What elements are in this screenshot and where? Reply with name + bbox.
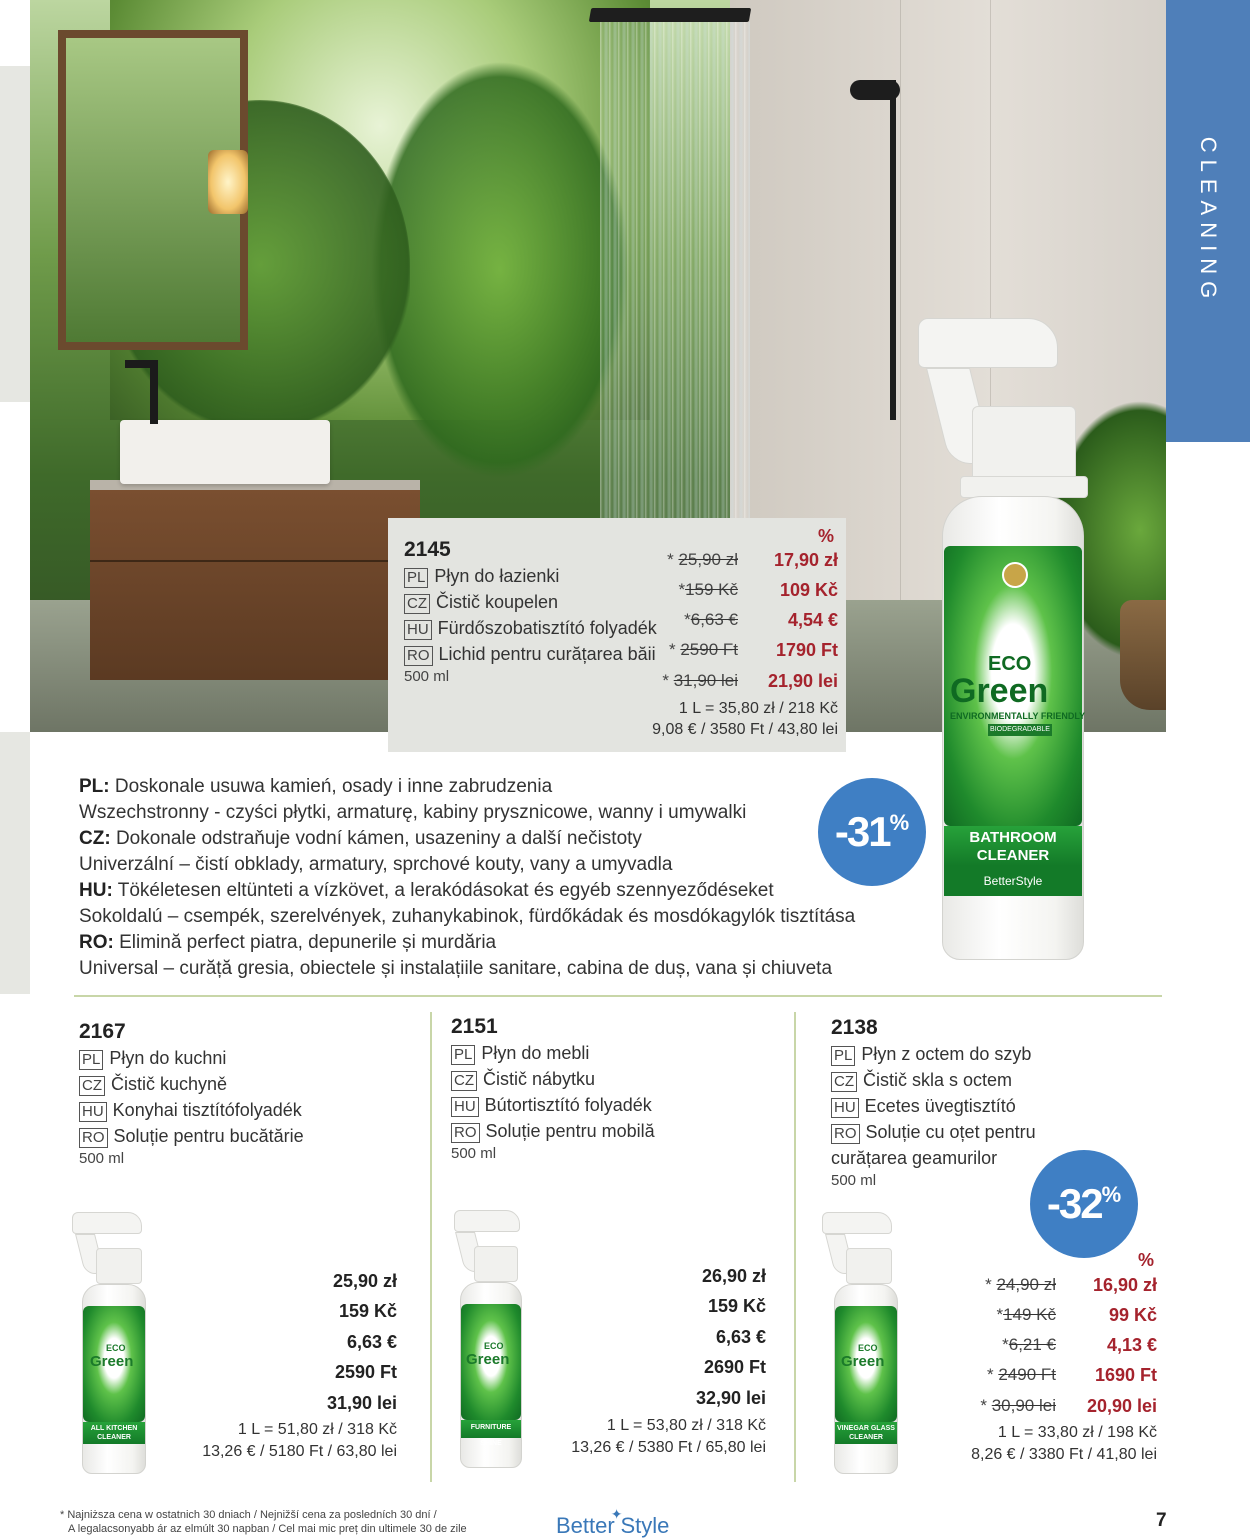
old-price: *6,21 € xyxy=(1002,1335,1056,1354)
unit-price: 1 L = 35,80 zł / 218 Kč xyxy=(678,700,838,717)
price: 25,90 zł xyxy=(332,1271,397,1291)
price: 2590 Ft xyxy=(334,1362,397,1382)
star-icon: ✦ xyxy=(610,1506,623,1522)
sale-price: 16,90 zł xyxy=(1092,1275,1157,1295)
sale-price: 1690 Ft xyxy=(1094,1365,1157,1385)
product-name-hu: HU Ecetes üvegtisztító xyxy=(831,1096,1016,1118)
sale-price: 109 Kč xyxy=(779,580,838,600)
column-divider xyxy=(430,1012,432,1482)
product-name-hu: HU Fürdőszobatisztító folyadék xyxy=(404,618,657,640)
percent-symbol: % xyxy=(818,526,835,546)
furniture-cleaner-bottle: ECO Green FURNITURE SHINE xyxy=(444,1210,524,1468)
product-name-hu: HU Konyhai tisztítófolyadék xyxy=(79,1100,302,1122)
sale-price: 1790 Ft xyxy=(775,640,838,660)
vanity-cabinet xyxy=(90,480,420,680)
sale-price: 4,13 € xyxy=(1106,1335,1157,1355)
price: 159 Kč xyxy=(338,1301,397,1321)
price: 32,90 lei xyxy=(695,1388,766,1408)
product-name-ro: RO Soluție pentru mobilă xyxy=(451,1121,655,1143)
product-name-cz: CZ Čistič kuchyně xyxy=(79,1074,227,1096)
bathroom-cleaner-bottle: ECO Green ENVIRONMENTALLY FRIENDLY BIODEGRADABLE BATHROOM CLEANER BetterStyle xyxy=(918,318,1088,960)
betterstyle-logo: Better✦Style xyxy=(556,1506,670,1538)
product-name-pl: PL Płyn z octem do szyb xyxy=(831,1044,1031,1066)
faucet xyxy=(150,360,158,424)
product-name-cz: CZ Čistič skla s octem xyxy=(831,1070,1012,1092)
unit-price: 13,26 € / 5180 Ft / 63,80 lei xyxy=(202,1443,397,1460)
old-price: * 24,90 zł xyxy=(985,1275,1056,1294)
category-label: CLEANING xyxy=(1196,136,1222,306)
product-description: PL: Doskonale usuwa kamień, osady i inne zabrudzenia Wszechstronny - czyści płytki, armaturę, kabiny prysznicowe, wanny i umywalki CZ: Dokonale odstraňuje vodní kámen, usazeniny a další nečistoty Univerzální – čistí obklady, armatury, sprchové kouty, vany a umyvadla HU: Tökéletesen eltünteti a vízkövet, a lerakódásokat és egyéb szennyeződéseket Sokoldalú – csempék, szerelvények, zuhanykabinok, fürdőkádak és mosdókagylók tisztítása RO: Elimină perfect piatra, depunerile și murdăria Universal – curăță gresia, obiectele și instalațiile sanitare, cabina de duș, vana și chiuveta xyxy=(79,776,856,979)
unit-price: 8,26 € / 3380 Ft / 41,80 lei xyxy=(971,1446,1157,1463)
old-price: *159 Kč xyxy=(678,580,738,599)
product-code: 2145 xyxy=(404,538,451,561)
unit-price: 13,26 € / 5380 Ft / 65,80 lei xyxy=(571,1439,766,1456)
product-name-ro-continued: curățarea geamurilor xyxy=(831,1148,998,1168)
crest-icon xyxy=(1002,562,1028,588)
price: 2690 Ft xyxy=(703,1357,766,1377)
shower-water xyxy=(600,22,750,542)
unit-price: 1 L = 53,80 zł / 318 Kč xyxy=(606,1417,766,1434)
old-price: * 2590 Ft xyxy=(668,640,738,659)
product-size: 500 ml xyxy=(831,1172,877,1189)
old-price: * 30,90 lei xyxy=(980,1396,1056,1415)
price: 26,90 zł xyxy=(701,1266,766,1286)
wall-lamp xyxy=(208,150,248,214)
kitchen-cleaner-bottle: ECO Green ALL KITCHEN CLEANER xyxy=(70,1212,150,1474)
sale-price: 4,54 € xyxy=(787,610,838,630)
sale-price: 21,90 lei xyxy=(767,671,838,691)
column-divider xyxy=(794,1012,796,1482)
product-name-cz: CZ Čistič nábytku xyxy=(451,1069,595,1091)
product-code: 2151 xyxy=(451,1015,498,1038)
vessel-sink xyxy=(120,420,330,484)
plant-pot xyxy=(1120,600,1166,710)
old-price: * 31,90 lei xyxy=(662,671,738,690)
product-code: 2167 xyxy=(79,1020,126,1043)
old-price: * 2490 Ft xyxy=(986,1365,1056,1384)
price: 6,63 € xyxy=(715,1327,766,1347)
percent-symbol: % xyxy=(1138,1250,1155,1270)
old-price: * 25,90 zł xyxy=(667,550,738,569)
product-name-ro: RO Soluție pentru bucătărie xyxy=(79,1126,304,1148)
old-price: *6,63 € xyxy=(684,610,738,629)
product-name-pl: PL Płyn do kuchni xyxy=(79,1048,226,1070)
section-divider xyxy=(74,995,1162,997)
product-name-pl: PL Płyn do łazienki xyxy=(404,566,559,588)
sale-price: 99 Kč xyxy=(1108,1305,1157,1325)
left-gray-strip xyxy=(0,732,30,994)
unit-price: 9,08 € / 3580 Ft / 43,80 lei xyxy=(652,721,838,738)
price: 6,63 € xyxy=(346,1332,397,1352)
price: 159 Kč xyxy=(707,1296,766,1316)
discount-badge: -31 % xyxy=(818,778,926,886)
sale-price: 17,90 zł xyxy=(773,550,838,570)
shower-rail xyxy=(890,80,896,420)
unit-price: 1 L = 33,80 zł / 198 Kč xyxy=(997,1424,1157,1441)
rain-shower-head xyxy=(589,8,751,22)
product-code: 2138 xyxy=(831,1016,878,1039)
old-price: *149 Kč xyxy=(996,1305,1056,1324)
product-size: 500 ml xyxy=(404,668,450,685)
unit-price: 1 L = 51,80 zł / 318 Kč xyxy=(237,1421,397,1438)
product-name-pl: PL Płyn do mebli xyxy=(451,1043,589,1065)
sale-price: 20,90 lei xyxy=(1086,1396,1157,1416)
product-name-ro: RO Lichid pentru curățarea băii xyxy=(404,644,656,666)
product-size: 500 ml xyxy=(451,1145,497,1162)
price-footnote: * Najniższa cena w ostatnich 30 dniach / Nejnižší cena za posledních 30 dní / A legalacsonyabb ár az elmúlt 30 napban / Cel mai mic preț din ultimele 30 de zile xyxy=(60,1509,467,1535)
product-name-ro: RO Soluție cu oțet pentru xyxy=(831,1122,1036,1144)
left-gray-strip xyxy=(0,66,30,402)
product-name-hu: HU Bútortisztító folyadék xyxy=(451,1095,652,1117)
price: 31,90 lei xyxy=(326,1393,397,1413)
page-number: 7 xyxy=(1156,1510,1167,1531)
discount-badge: -32 % xyxy=(1030,1150,1138,1258)
product-name-cz: CZ Čistič koupelen xyxy=(404,592,558,614)
vinegar-glass-cleaner-bottle: ECO Green VINEGAR GLASS CLEANER xyxy=(820,1212,900,1474)
product-size: 500 ml xyxy=(79,1150,125,1167)
